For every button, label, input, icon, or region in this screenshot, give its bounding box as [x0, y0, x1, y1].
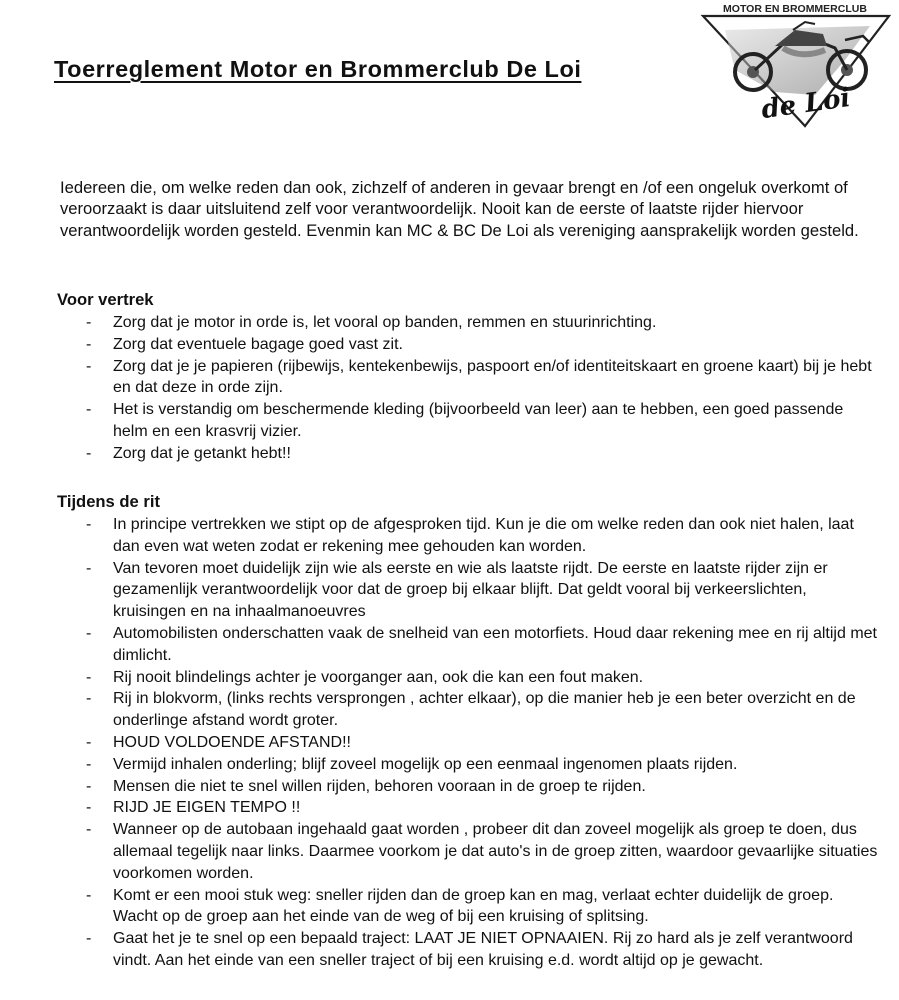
- logo-script-text: de Loi: [759, 83, 853, 126]
- motorcycle-logo-icon: [695, 0, 895, 128]
- section-heading-voor-vertrek: Voor vertrek: [57, 290, 154, 309]
- list-item: - HOUD VOLDOENDE AFSTAND!!: [80, 732, 880, 754]
- list-item: - Rij nooit blindelings achter je voorganger aan, ook die kan een fout maken.: [80, 667, 880, 689]
- list-item: - Zorg dat je motor in orde is, let vooral op banden, remmen en stuurinrichting.: [80, 312, 880, 334]
- list-item: - Automobilisten onderschatten vaak de snelheid van een motorfiets. Houd daar rekening mee en rij altijd met dimlicht.: [80, 623, 880, 667]
- logo-top-text: MOTOR EN BROMMERCLUB: [723, 3, 867, 15]
- list-item: - Gaat het je te snel op een bepaald traject: LAAT JE NIET OPNAAIEN. Rij zo hard als je zelf verantwoord vindt. Aan het einde van een sneller traject of bij een kruising e.d. wordt altijd op je gewacht.: [80, 928, 880, 972]
- list-item: - Het is verstandig om beschermende kleding (bijvoorbeeld van leer) aan te hebben, een goed passende helm en een krasvrij vizier.: [80, 399, 880, 443]
- list-item: - Rij in blokvorm, (links rechts versprongen , achter elkaar), op die manier heb je een beter overzicht en de onderlinge afstand wordt groter.: [80, 688, 880, 732]
- section-heading-tijdens-de-rit: Tijdens de rit: [57, 492, 160, 511]
- club-logo: [695, 0, 895, 128]
- list-item: - Zorg dat eventuele bagage goed vast zit.: [80, 334, 880, 356]
- list-item: - In principe vertrekken we stipt op de afgesproken tijd. Kun je die om welke reden dan ook niet halen, laat dan even wat weten zodat er rekening mee gehouden kan worden.: [80, 514, 880, 558]
- list-item: - RIJD JE EIGEN TEMPO !!: [80, 797, 880, 819]
- intro-paragraph: Iedereen die, om welke reden dan ook, zichzelf of anderen in gevaar brengt en /of een ongeluk overkomt of veroorzaakt is daar uitsluitend zelf voor verantwoordelijk. Nooit kan de eerste of laatste rijder hiervoor verantwoordelijk worden gesteld. Evenmin kan MC & BC De Loi als vereniging aansprakelijk worden gesteld.: [60, 178, 859, 240]
- section-list-voor-vertrek: [80, 312, 880, 465]
- list-item: - Wanneer op de autobaan ingehaald gaat worden , probeer dit dan zoveel mogelijk als groep te doen, dus allemaal tegelijk naar links. Daarmee voorkom je dat auto's in de groep zitten, waardoor gevaarlijke situaties voorkomen worden.: [80, 819, 880, 884]
- document-title: Toerreglement Motor en Brommerclub De Loi: [54, 56, 582, 82]
- list-item: - Van tevoren moet duidelijk zijn wie als eerste en wie als laatste rijdt. De eerste en laatste rijder zijn er gezamenlijk verantwoordelijk voor dat de groep bij elkaar blijft. Dat geldt vooral bij verkeerslichten, kruisingen en na inhaalmanoeuvres: [80, 558, 880, 623]
- section-list-tijdens-de-rit: [80, 514, 880, 972]
- list-item: - Zorg dat je getankt hebt!!: [80, 443, 880, 465]
- list-item: - Vermijd inhalen onderling; blijf zoveel mogelijk op een eenmaal ingenomen plaats rijden.: [80, 754, 880, 776]
- list-item: - Zorg dat je je papieren (rijbewijs, kentekenbewijs, paspoort en/of identiteitskaart en groene kaart) bij je hebt en dat deze in orde zijn.: [80, 356, 880, 400]
- list-item: - Mensen die niet te snel willen rijden, behoren vooraan in de groep te rijden.: [80, 776, 880, 798]
- list-item: - Komt er een mooi stuk weg: sneller rijden dan de groep kan en mag, verlaat echter duidelijk de groep. Wacht op de groep aan het einde van de weg of bij een kruising of splitsing.: [80, 885, 880, 929]
